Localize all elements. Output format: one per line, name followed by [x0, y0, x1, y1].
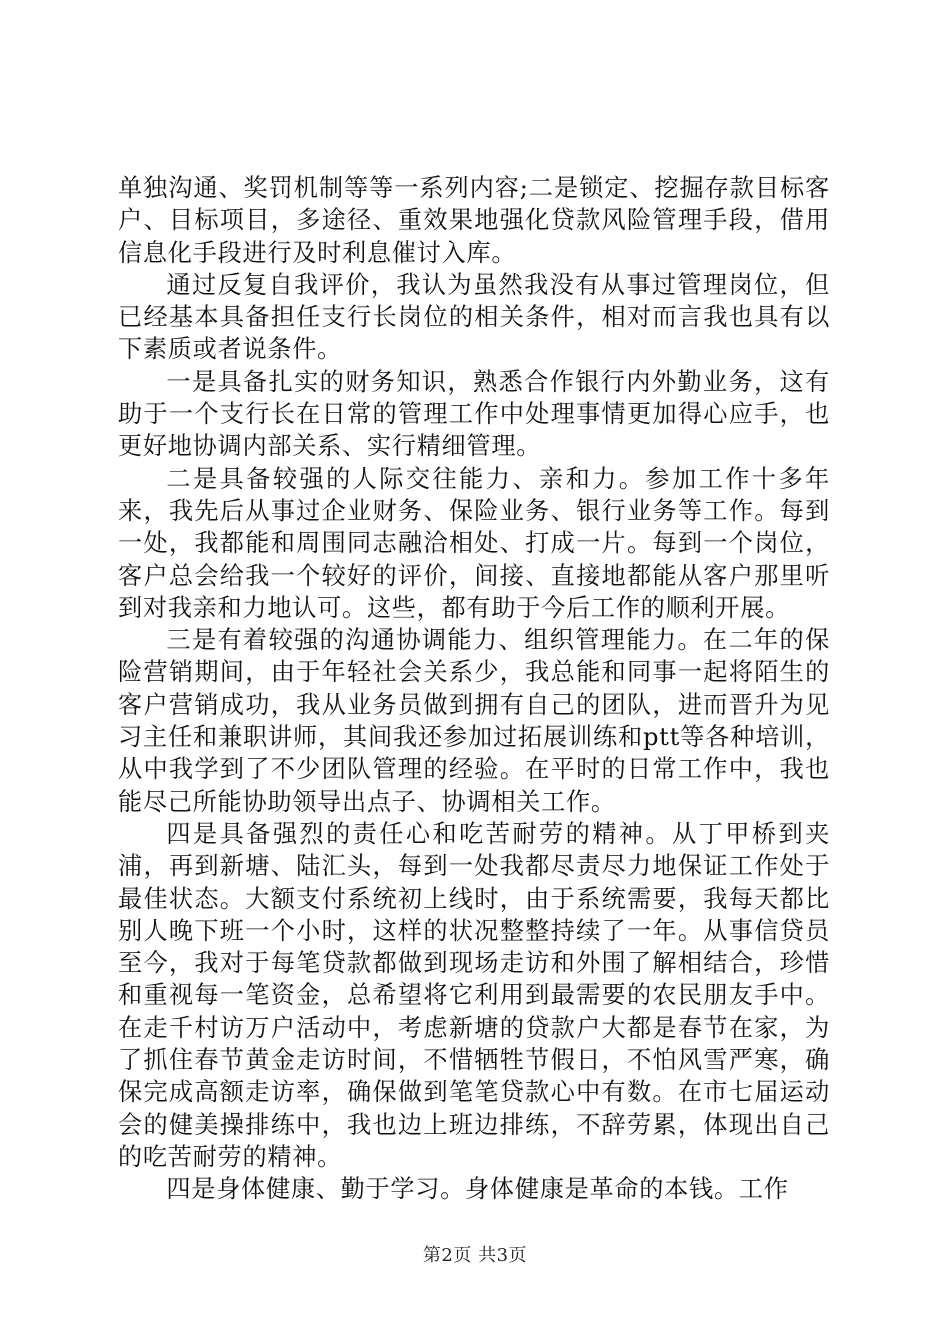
- page-number-footer: 第2页 共3页: [422, 1245, 528, 1266]
- paragraph: 通过反复自我评价，我认为虽然我没有从事过管理岗位，但已经基本具备担任支行长岗位的相关条件，相对而言我也具有以下素质或者说条件。: [118, 270, 830, 364]
- paragraph: 三是有着较强的沟通协调能力、组织管理能力。在二年的保险营销期间，由于年轻社会关系少，我总能和同事一起将陌生的客户营销成功，我从业务员做到拥有自己的团队，进而晋升为见习主任和兼职讲师，其间我还参加过拓展训练和ptt等各种培训，从中我学到了不少团队管理的经验。在平时的日常工作中，我也能尽己所能协助领导出点子、协调相关工作。: [118, 626, 830, 816]
- paragraph: 四是身体健康、勤于学习。身体健康是革命的本钱。工作: [166, 1175, 789, 1204]
- paragraph: 四是具备强烈的责任心和吃苦耐劳的精神。从丁甲桥到夹浦，再到新塘、陆汇头，每到一处我都尽责尽力地保证工作处于最佳状态。大额支付系统初上线时，由于系统需要，我每天都比别人晚下班一个小时，这样的状况整整持续了一年。从事信贷员至今，我对于每笔贷款都做到现场走访和外围了解相结合，珍惜和重视每一笔资金，总希望将它利用到最需要的农民朋友手中。在走千村访万户活动中，考虑新塘的贷款户大都是春节在家，为了抓住春节黄金走访时间，不惜牺牲节假日，不怕风雪严寒，确保完成高额走访率，确保做到笔笔贷款心中有数。在市七届运动会的健美操排练中，我也边上班边排练，不辞劳累，体现出自己的吃苦耐劳的精神。: [118, 819, 830, 1171]
- paragraph: 二是具备较强的人际交往能力、亲和力。参加工作十多年来，我先后从事过企业财务、保险业务、银行业务等工作。每到一处，我都能和周围同志融洽相处、打成一片。每到一个岗位，客户总会给我一个较好的评价，间接、直接地都能从客户那里听到对我亲和力地认可。这些，都有助于今后工作的顺利开展。: [118, 464, 830, 622]
- paragraph: 单独沟通、奖罚机制等等一系列内容;二是锁定、挖掘存款目标客户、目标项目，多途径、重效果地强化贷款风险管理手段，借用信息化手段进行及时利息催讨入库。: [118, 174, 830, 267]
- paragraph: 一是具备扎实的财务知识，熟悉合作银行内外勤业务，这有助于一个支行长在日常的管理工作中处理事情更加得心应手，也更好地协调内部关系、实行精细管理。: [118, 367, 830, 461]
- document-body: [118, 172, 830, 1206]
